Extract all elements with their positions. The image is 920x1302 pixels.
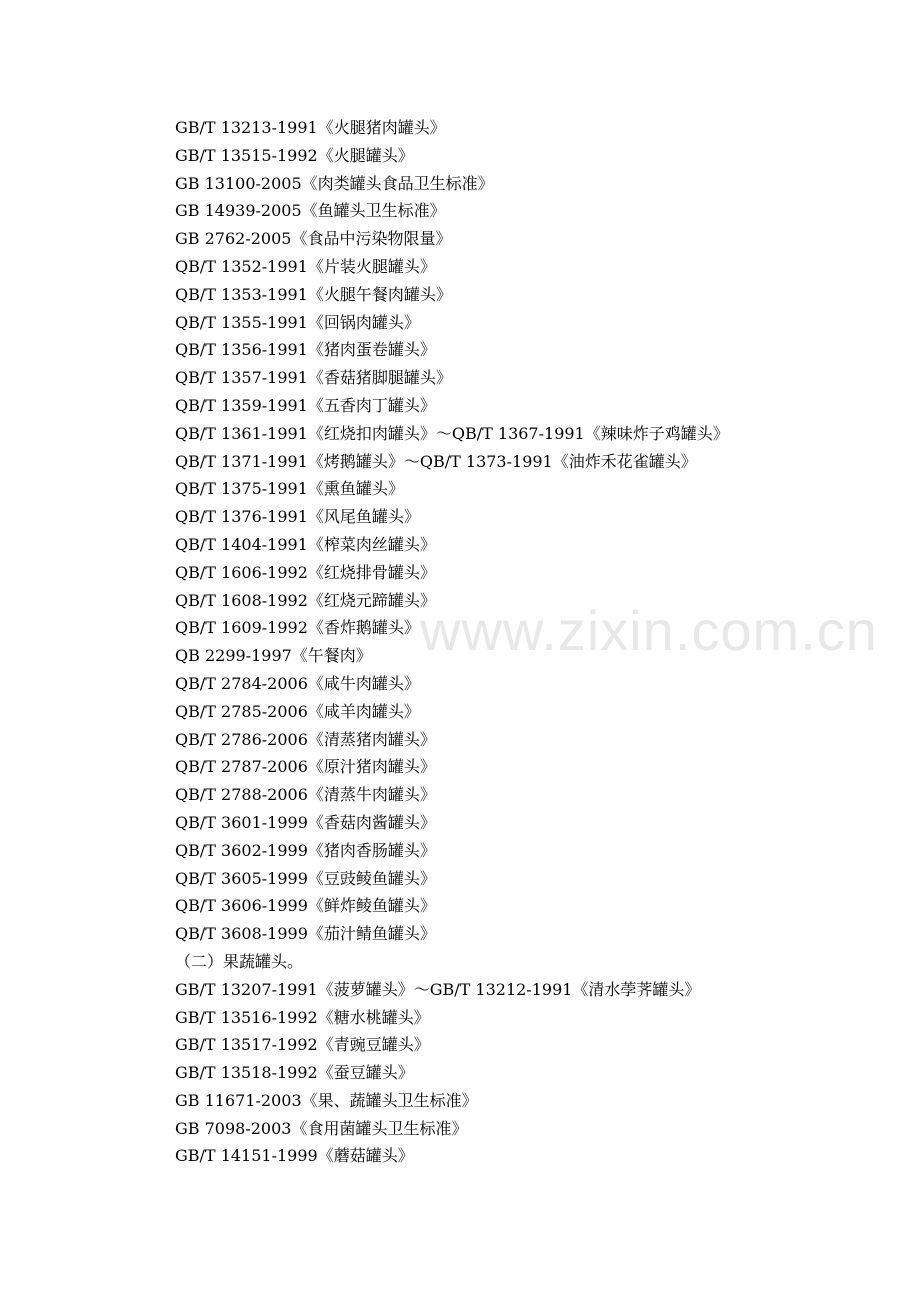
- document-line: QB/T 1356-1991《猪肉蛋卷罐头》: [175, 340, 436, 360]
- document-line: GB/T 13213-1991《火腿猪肉罐头》: [175, 118, 446, 137]
- document-line: QB/T 1608-1992《红烧元蹄罐头》: [175, 590, 436, 610]
- document-line: QB/T 1359-1991《五香肉丁罐头》: [175, 395, 436, 415]
- document-line: GB 14939-2005《鱼罐头卫生标准》: [175, 201, 446, 221]
- document-line: QB/T 1355-1991《回锅肉罐头》: [175, 312, 420, 332]
- document-line: QB/T 2786-2006《清蒸猪肉罐头》: [175, 729, 436, 749]
- document-line: GB 13100-2005《肉类罐头食品卫生标准》: [175, 173, 494, 193]
- document-line: QB/T 2784-2006《咸牛肉罐头》: [175, 673, 420, 693]
- document-line: GB 7098-2003《食用菌罐头卫生标准》: [175, 1118, 468, 1138]
- document-line: QB/T 1361-1991《红烧扣肉罐头》～QB/T 1367-1991《辣味炸子鸡罐头》: [175, 423, 729, 443]
- document-line: QB/T 1376-1991《风尾鱼罐头》: [175, 507, 420, 527]
- document-line: QB 2299-1997《午餐肉》: [175, 646, 372, 666]
- standards-list: [175, 114, 920, 1170]
- document-line: GB/T 13207-1991《菠萝罐头》～GB/T 13212-1991《清水荸荠罐头》: [175, 979, 701, 999]
- document-line: QB/T 1357-1991《香菇猪脚腿罐头》: [175, 368, 452, 388]
- document-line: QB/T 2788-2006《清蒸牛肉罐头》: [175, 785, 436, 805]
- document-line: GB/T 13516-1992《糖水桃罐头》: [175, 1007, 430, 1027]
- document-line: QB/T 1371-1991《烤鹅罐头》～QB/T 1373-1991《油炸禾花雀罐头》: [175, 451, 697, 471]
- document-line: QB/T 2785-2006《咸羊肉罐头》: [175, 701, 420, 721]
- document-line: QB/T 1375-1991《熏鱼罐头》: [175, 479, 404, 499]
- document-line: GB/T 13518-1992《蚕豆罐头》: [175, 1063, 414, 1083]
- document-line: GB/T 13515-1992《火腿罐头》: [175, 145, 414, 165]
- document-line: GB/T 13517-1992《青豌豆罐头》: [175, 1035, 430, 1055]
- document-line: GB 11671-2003《果、蔬罐头卫生标准》: [175, 1090, 478, 1110]
- document-line: QB/T 3601-1999《香菇肉酱罐头》: [175, 812, 436, 832]
- document-line: QB/T 3605-1999《豆豉鲮鱼罐头》: [175, 868, 436, 888]
- document-line: QB/T 1606-1992《红烧排骨罐头》: [175, 562, 436, 582]
- document-line: QB/T 2787-2006《原汁猪肉罐头》: [175, 757, 436, 777]
- document-line: QB/T 3606-1999《鲜炸鲮鱼罐头》: [175, 896, 436, 916]
- document-line: （二）果蔬罐头。: [175, 951, 304, 971]
- watermark: www.zixin.com.cn: [420, 599, 878, 662]
- document-line: GB 2762-2005《食品中污染物限量》: [175, 229, 452, 249]
- document-line: GB/T 14151-1999《蘑菇罐头》: [175, 1146, 414, 1166]
- document-line: QB/T 3608-1999《茄汁鲭鱼罐头》: [175, 924, 436, 944]
- document-line: QB/T 1353-1991《火腿午餐肉罐头》: [175, 284, 452, 304]
- document-line: QB/T 3602-1999《猪肉香肠罐头》: [175, 840, 436, 860]
- document-line: QB/T 1352-1991《片装火腿罐头》: [175, 256, 436, 276]
- document-line: QB/T 1404-1991《榨菜肉丝罐头》: [175, 534, 436, 554]
- document-line: QB/T 1609-1992《香炸鹅罐头》: [175, 618, 420, 638]
